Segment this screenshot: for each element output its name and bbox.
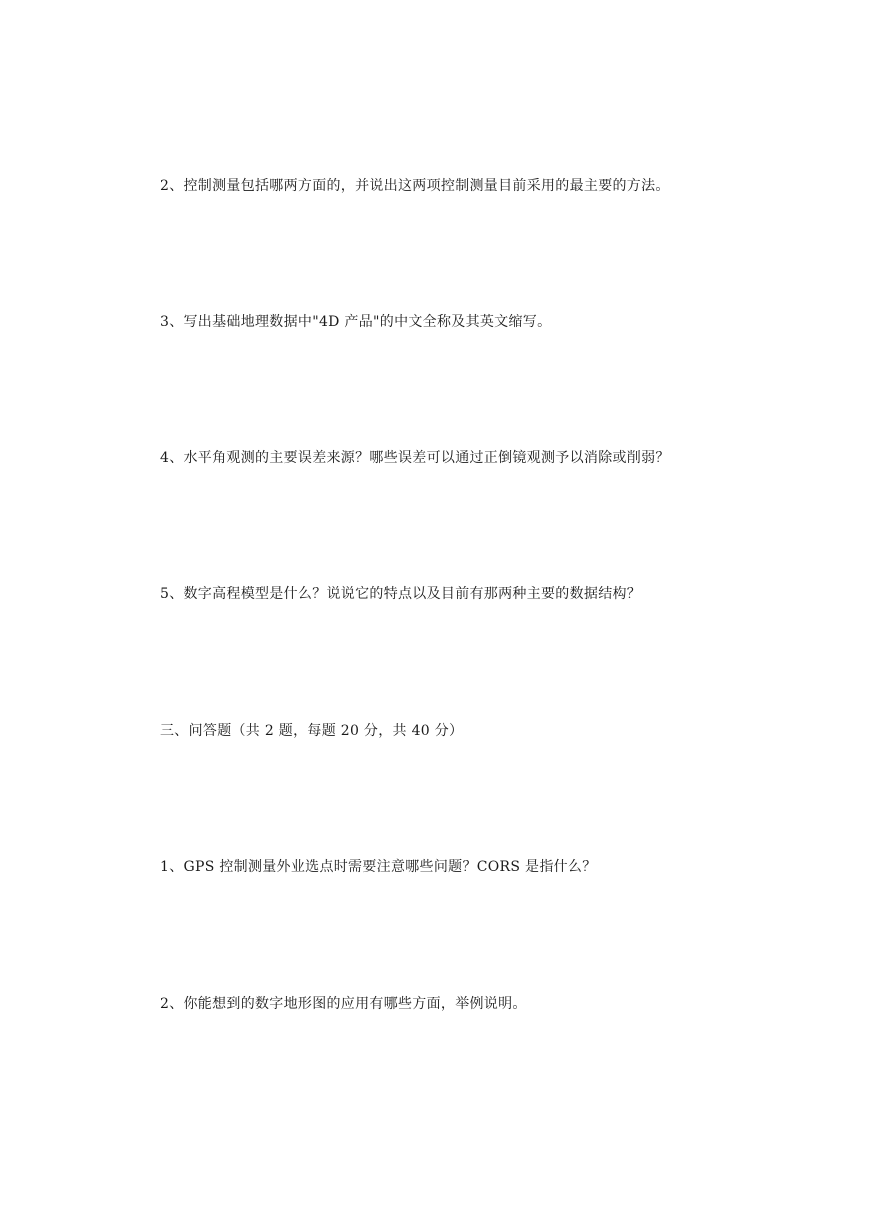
essay-question-1-gps: 1、GPS 控制测量外业选点时需要注意哪些问题？CORS 是指什么？ — [160, 859, 597, 875]
question-2-control-survey: 2、控制测量包括哪两方面的，并说出这两项控制测量目前采用的最主要的方法。 — [160, 178, 670, 194]
essay-question-2-topographic-map: 2、你能想到的数字地形图的应用有哪些方面，举例说明。 — [160, 996, 527, 1012]
section-heading-essay-questions: 三、问答题（共 2 题，每题 20 分，共 40 分） — [160, 723, 464, 739]
question-3-4d-products: 3、写出基础地理数据中"4D 产品"的中文全称及其英文缩写。 — [160, 314, 552, 330]
question-5-dem: 5、数字高程模型是什么？说说它的特点以及目前有那两种主要的数据结构？ — [160, 586, 642, 602]
question-4-horizontal-angle: 4、水平角观测的主要误差来源？哪些误差可以通过正倒镜观测予以消除或削弱？ — [160, 450, 670, 466]
